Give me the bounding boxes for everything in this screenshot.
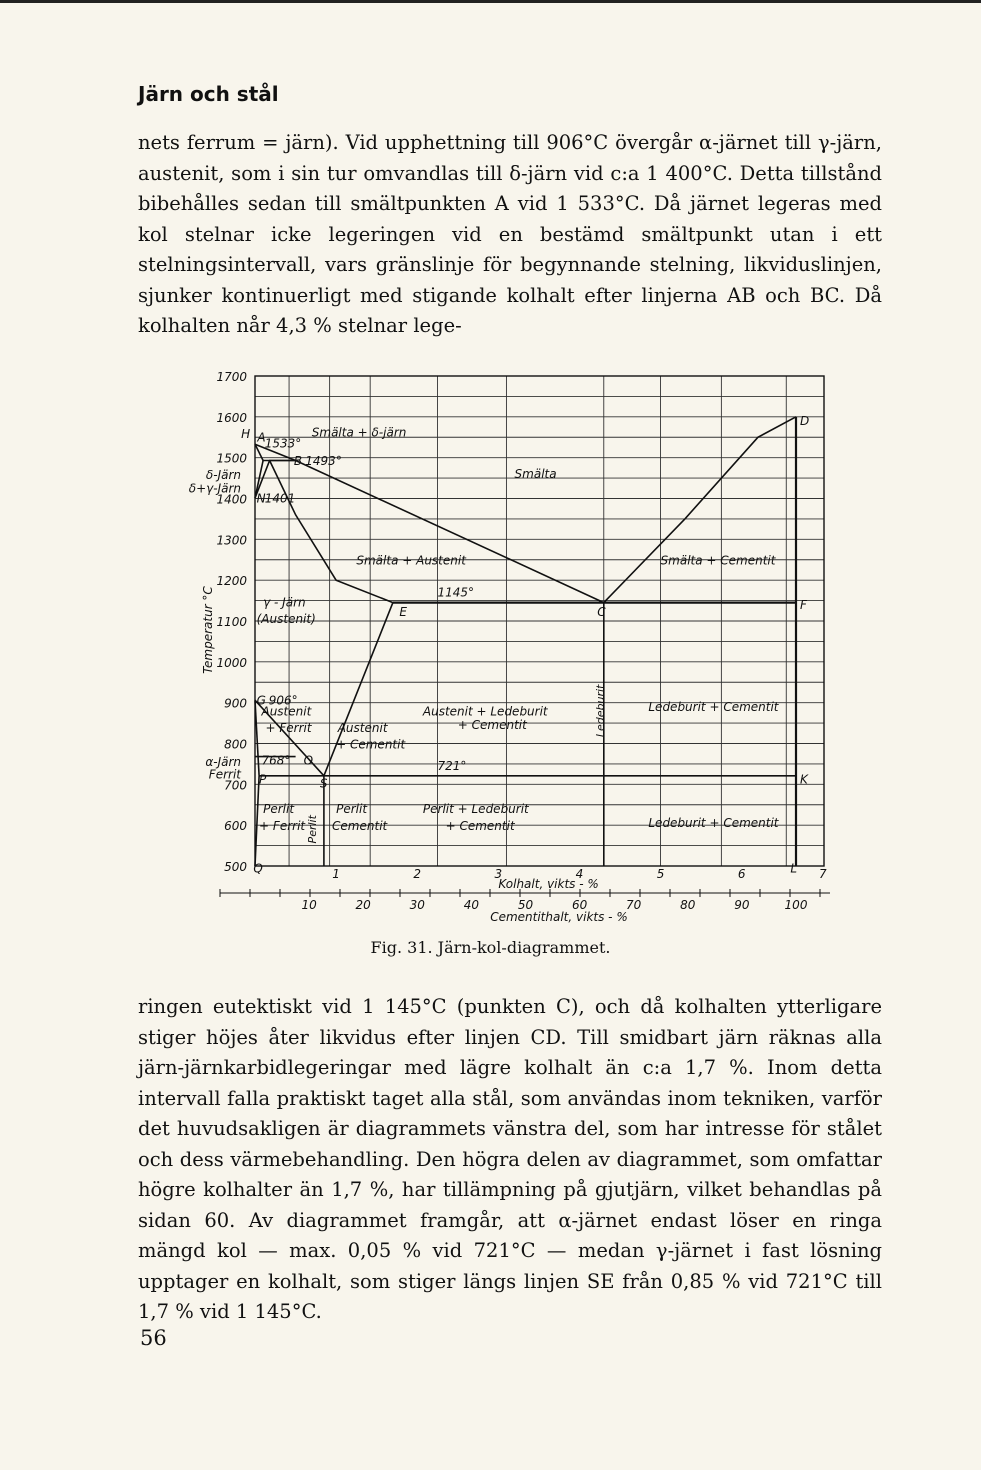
x2-tick-label: 40 [463, 898, 480, 912]
x2-tick-label: 70 [626, 898, 642, 912]
x2-tick-label: 60 [571, 898, 588, 912]
y-tick-label: 500 [224, 860, 247, 874]
point-label-O: O [303, 753, 314, 768]
x-tick-label: 1 [332, 867, 340, 881]
phase-line-CD [604, 417, 796, 603]
y-tick-label: 1600 [216, 410, 247, 425]
region-label: Smälta + Austenit [356, 553, 466, 568]
y-tick-label: 1700 [216, 370, 247, 384]
x2-tick-label: 20 [355, 898, 371, 912]
region-label: Smälta + δ-järn [311, 425, 407, 440]
region-label: 721° [437, 759, 467, 774]
point-label-K: K [800, 772, 808, 787]
point-label-g906: 906° [268, 693, 298, 708]
point-label-a1533: 1533° [264, 436, 302, 451]
y-tick-label: 1500 [216, 451, 247, 466]
x2-tick-label: 90 [734, 898, 750, 912]
x2-tick-label: 50 [517, 898, 534, 912]
side-phase-label: Ferrit [208, 767, 241, 782]
point-label-Q: Q [253, 861, 263, 876]
region-label: Cementit [332, 819, 388, 834]
x-tick-label: 6 [737, 867, 746, 881]
point-label-G: G [256, 693, 266, 708]
region-label: γ - Järn [263, 595, 306, 610]
region-label: + Cementit [336, 737, 406, 752]
region-label: Ledeburit + Cementit [648, 816, 779, 831]
y-tick-label: 1400 [216, 492, 247, 507]
point-label-E: E [399, 605, 407, 620]
y-tick-label: 1100 [216, 615, 247, 629]
point-label-D: D [800, 414, 810, 428]
region-label: + Cementit [457, 718, 527, 733]
region-label: Smälta + Cementit [660, 553, 776, 568]
page-number: 56 [140, 1326, 167, 1350]
x2-tick-label: 100 [784, 898, 808, 912]
point-label-B: B [293, 454, 303, 469]
y-tick-label: 1200 [216, 574, 247, 589]
region-label: Austenit [261, 704, 312, 719]
y-tick-label: 1300 [216, 533, 247, 548]
phase-line-BC [296, 461, 604, 603]
rotated-label: Perlit [305, 815, 319, 844]
x-tick-label: 4 [575, 867, 584, 881]
y-tick-label: 900 [224, 696, 247, 711]
point-label-A: A [257, 430, 266, 445]
y-tick-label: 1000 [216, 655, 247, 670]
chart-labels [241, 414, 809, 876]
point-label-F: F [800, 597, 807, 612]
x2-tick-label: 80 [680, 898, 696, 912]
y-tick-label: 600 [224, 819, 247, 834]
y-tick-label: 700 [224, 778, 247, 793]
rotated-label: Ledeburit [593, 684, 607, 738]
point-label-N: N [256, 491, 266, 506]
x-tick-label: 5 [656, 867, 665, 881]
region-label: Perlit [336, 801, 368, 816]
point-label-C: C [597, 605, 606, 620]
region-label: + Cementit [445, 819, 515, 834]
phase-line-JE [270, 461, 393, 603]
x-tick-label: 7 [818, 867, 827, 881]
x-axis-label: Kolhalt, vikts - % [498, 877, 599, 891]
y-axis-label: Temperatur °C [201, 586, 215, 674]
region-label: Smälta [514, 467, 557, 482]
region-label: Austenit [337, 721, 388, 736]
side-phase-label: α-Järn [205, 754, 241, 769]
x2-tick-label: 30 [409, 898, 425, 912]
figure-caption: Fig. 31. Järn-kol-diagrammet. [370, 938, 611, 957]
region-label: + Ferrit [265, 721, 312, 736]
point-label-b1493: 1493° [305, 454, 342, 469]
x2-axis-label: Cementithalt, vikts - % [490, 910, 628, 924]
running-header: Järn och stål [138, 82, 279, 106]
chart-axes [189, 370, 830, 924]
point-label-P: P [259, 772, 267, 787]
region-label: Ledeburit + Cementit [648, 699, 779, 714]
body-paragraph-bottom [138, 992, 882, 1328]
side-phase-label: δ-Järn [205, 467, 241, 482]
region-label: Perlit + Ledeburit [422, 801, 529, 816]
point-label-L: L [790, 861, 798, 876]
point-label-m768: 768° [261, 753, 291, 768]
region-label: + Ferrit [259, 819, 306, 834]
region-label: 1145° [437, 585, 475, 600]
region-label: (Austenit) [256, 612, 316, 627]
chart-grid [255, 376, 824, 866]
point-label-H: H [241, 427, 251, 442]
paragraph-text: ringen eutektiskt vid 1 145°C (punkten C), och då kolhalten ytterligare stiger höjes åter likvidus efter linjen CD. Till smidbart järn räknas alla järn-järnkarbidlegeringar med lägre kolhalt än c:a 1,7 %. Inom detta intervall falla praktiskt taget alla stål, som användas inom tekniken, varför det huvudsakligen är diagrammets vänstra del, som har intresse för stålet och dess värmebehandling. Den högra delen av diagrammet, som omfattar högre kolhalter än 1,7 %, har tillämpning på gjutjärn, vilket behandlas på sidan 60. Av diagrammet framgår, att α-järnet endast löser en ringa mängd kol — max. 0,05 % vid 721°C — medan γ-järnet i fast lösning upptager en kolhalt, som stiger längs linjen SE från 0,85 % vid 721°C till 1,7 % vid 1 145°C. [138, 995, 882, 1323]
x-tick-label: 3 [494, 867, 503, 881]
region-label: Perlit [263, 801, 295, 816]
region-label: Austenit + Ledeburit [422, 704, 548, 719]
y-tick-label: 800 [224, 737, 247, 752]
paragraph-text: nets ferrum = järn). Vid upphettning till 906°C övergår α-järnet till γ-järn, austenit, som i sin tur omvandlas till δ-järn vid c:a 1 400°C. Detta tillstånd bibehålles sedan till smältpunkten A vid 1 533°C. Då järnet legeras med kol stelnar icke legeringen vid en bestämd smältpunkt utan i ett stelningsintervall, vars gränslinje för begynnande stelning, likviduslinjen, sjunker kontinuerligt med stigande kolhalt efter linjerna AB och BC. Då kolhalten når 4,3 % stelnar lege- [138, 131, 882, 337]
x-tick-label: 2 [413, 867, 422, 881]
point-label-S: S [319, 776, 328, 791]
point-label-n1401: 1401 [264, 491, 296, 506]
x2-tick-label: 10 [301, 898, 317, 912]
side-phase-label: δ+γ-Järn [188, 481, 241, 496]
